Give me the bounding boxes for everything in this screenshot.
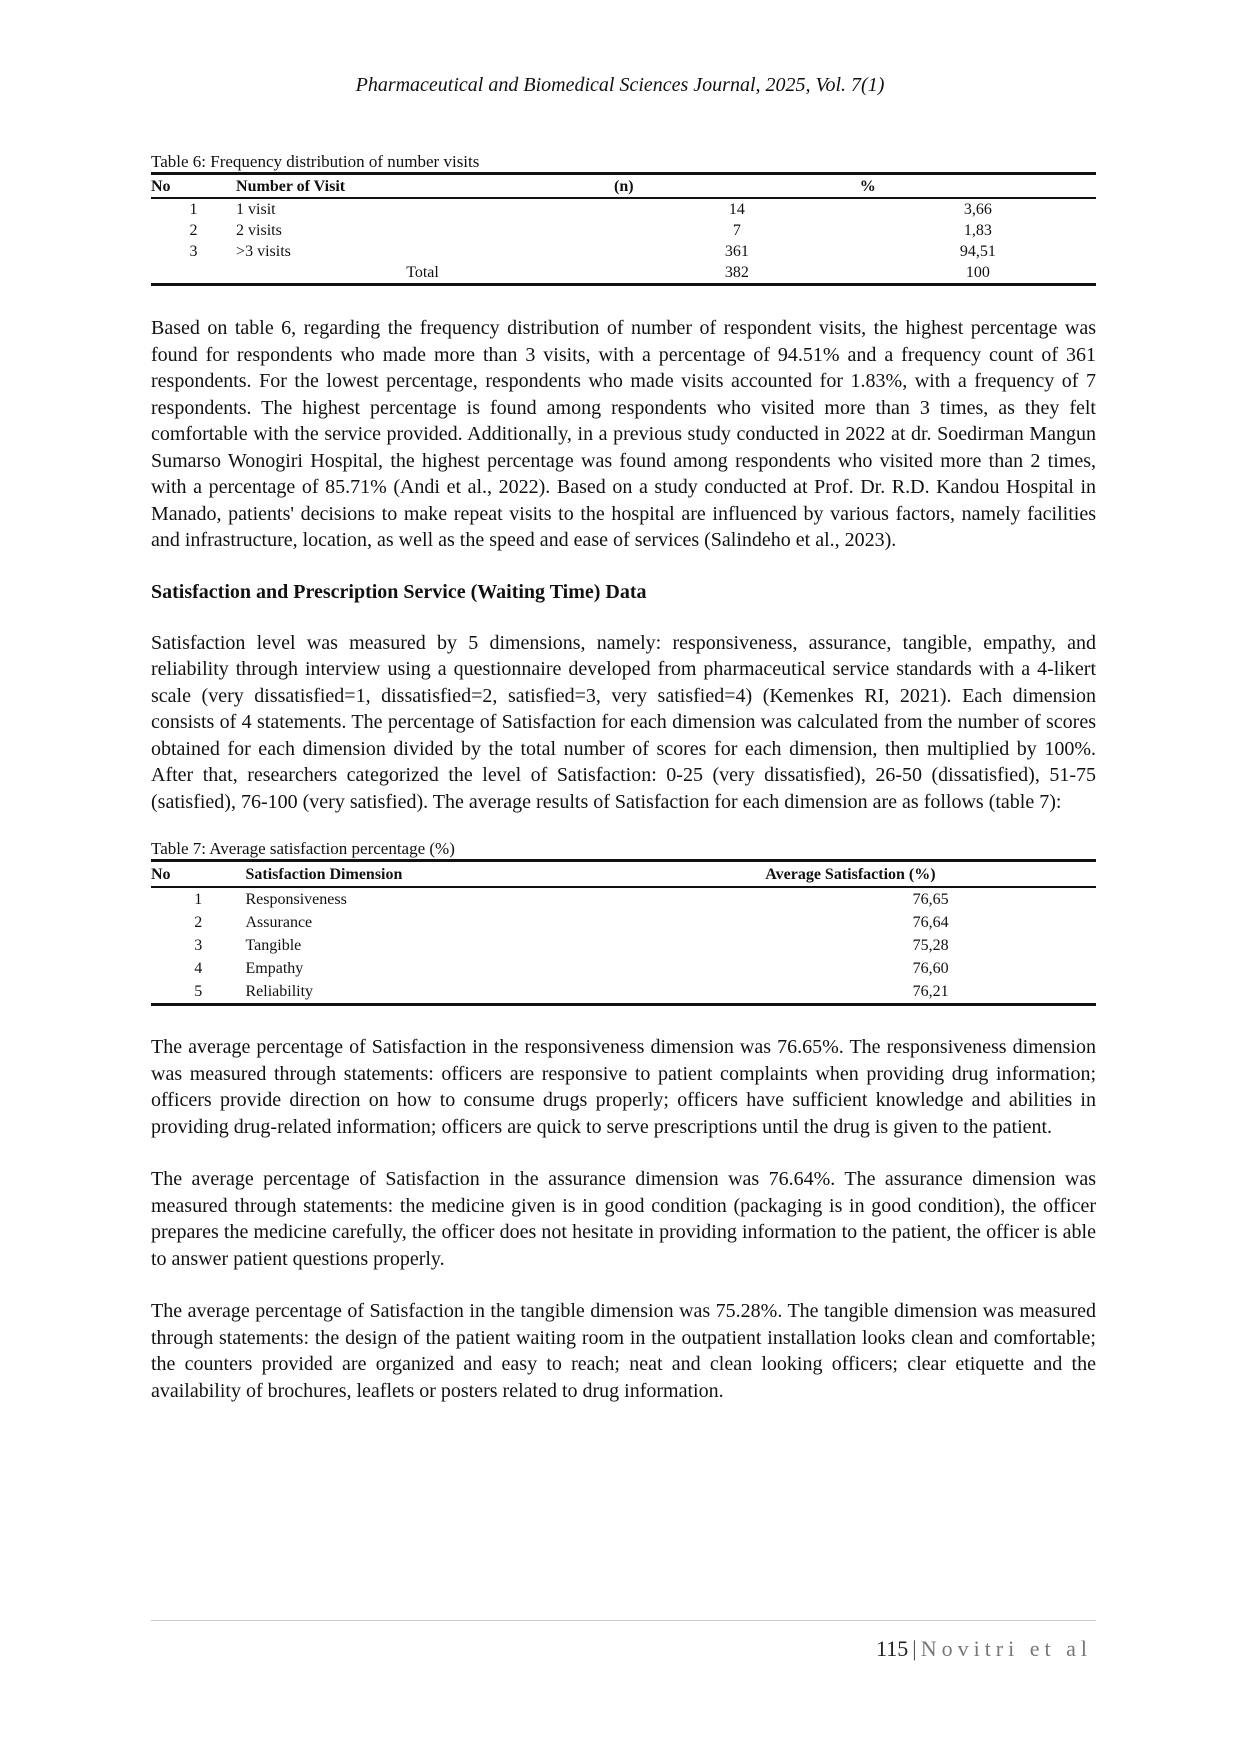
table6-cell-no: 3 [189,243,198,260]
table-row [151,220,1096,241]
table7-cell-avg: 76,65 [912,891,949,908]
table6-cell-n: 361 [724,243,749,260]
table-row [151,198,1096,220]
page-number: 115 [876,1636,909,1661]
paragraph-table6-discussion: Based on table 6, regarding the frequency distribution of number of respondent visits, the highest percentage was found for respondents who made more than 3 visits, with a percentage of 94.51% and a frequency count of 361 respondents. For the lowest percentage, respondents who made visits accounted for 1.83%, with a frequency of 7 respondents. The highest percentage is found among respondents who visited more than 3 times, as they felt comfortable with the service provided. Additionally, in a previous study conducted in 2022 at dr. Soedirman Mangun Sumarso Wonogiri Hospital, the highest percentage was found among respondents who visited more than 2 times, with a percentage of 85.71% (Andi et al., 2022). Based on a study conducted at Prof. Dr. R.D. Kandou Hospital in Manado, patients' decisions to make repeat visits to the hospital are influenced by various factors, namely facilities and infrastructure, location, as well as the speed and ease of services (Salindeho et al., 2023). [151,317,1096,551]
table7-cell-dimension: Responsiveness [245,891,347,908]
table7-cell-no: 2 [194,914,203,931]
table6-total-row [151,262,1096,285]
footer-separator: | [912,1636,917,1661]
table6-header-no: No [151,178,171,195]
table6-cell-n: 14 [728,201,745,218]
table7-header-no: No [151,866,171,883]
table6-total-pct: 100 [965,264,990,281]
table-row [151,957,1096,980]
table-row [151,934,1096,957]
table7-caption: Table 7: Average satisfaction percentage (%) [151,839,455,858]
table7-cell-dimension: Tangible [245,937,302,954]
table7-cell-avg: 75,28 [912,937,949,954]
table6-cell-pct: 3,66 [963,201,992,218]
table6-cell-pct: 1,83 [963,222,992,239]
table7-cell-avg: 76,60 [912,960,949,977]
footer-author: Novitri et al [920,1636,1092,1661]
table6-header-visit: Number of Visit [236,178,346,195]
table7-header-row [151,861,1096,888]
table6-header-row [151,174,1096,199]
journal-header: Pharmaceutical and Biomedical Sciences Journal, 2025, Vol. 7(1) [355,74,885,96]
table7-cell-dimension: Assurance [245,914,313,931]
page-footer [876,1636,1092,1662]
table7-cell-no: 1 [194,891,203,908]
footer-divider [151,1620,1096,1621]
table6 [151,172,1096,286]
table6-cell-label: >3 visits [236,243,291,260]
table-row [151,241,1096,262]
table7-cell-avg: 76,64 [912,914,949,931]
page-content [151,152,1096,1404]
table-row [151,911,1096,934]
table6-caption: Table 6: Frequency distribution of number visits [151,152,480,171]
table6-cell-no: 1 [189,201,198,218]
table7-header-dimension: Satisfaction Dimension [245,866,403,883]
table7-cell-avg: 76,21 [912,983,949,1000]
table-row [151,887,1096,911]
table6-total-n: 382 [724,264,749,281]
table6-header-n: (n) [614,178,634,195]
table6-cell-label: 1 visit [236,201,276,218]
table7-cell-no: 4 [194,960,203,977]
table6-cell-pct: 94,51 [959,243,996,260]
table6-cell-no: 2 [189,222,198,239]
table7-cell-no: 3 [194,937,203,954]
paragraph-tangible: The average percentage of Satisfaction in the tangible dimension was 75.28%. The tangible dimension was measured through statements: the design of the patient waiting room in the outpatient installation looks clean and comfortable; the counters provided are organized and easy to reach; neat and clean looking officers; clear etiquette and the availability of brochures, leaflets or posters related to drug information. [151,1300,1096,1402]
table7-header-avg: Average Satisfaction (%) [765,866,936,883]
table7-cell-dimension: Reliability [245,983,314,1000]
paragraph-responsiveness: The average percentage of Satisfaction in the responsiveness dimension was 76.65%. The responsiveness dimension was measured through statements: officers are responsive to patient complaints when providing drug information; officers provide direction on how to consume drugs properly; officers have sufficient knowledge and abilities in providing drug-related information; officers are quick to serve prescriptions until the drug is given to the patient. [151,1036,1096,1138]
table6-cell-n: 7 [732,222,741,239]
table6-cell-label: 2 visits [236,222,282,239]
table6-total-label: Total [406,264,439,281]
table7-cell-dimension: Empathy [245,960,304,977]
table6-header-pct: % [859,178,876,195]
table7 [151,859,1096,1006]
table-row [151,980,1096,1005]
section-heading: Satisfaction and Prescription Service (Waiting Time) Data [151,580,647,603]
table7-cell-no: 5 [194,983,203,1000]
paragraph-satisfaction-method: Satisfaction level was measured by 5 dimensions, namely: responsiveness, assurance, tangible, empathy, and reliability through interview using a questionnaire developed from pharmaceutical service standards with a 4-likert scale (very dissatisfied=1, dissatisfied=2, satisfied=3, very satisfied=4) (Kemenkes RI, 2021). Each dimension consists of 4 statements. The percentage of Satisfaction for each dimension was calculated from the number of scores obtained for each dimension divided by the total number of scores for each dimension, then multiplied by 100%. After that, researchers categorized the level of Satisfaction: 0-25 (very dissatisfied), 26-50 (dissatisfied), 51-75 (satisfied), 76-100 (very satisfied). The average results of Satisfaction for each dimension are as follows (table 7): [151,631,1096,813]
paragraph-assurance: The average percentage of Satisfaction in the assurance dimension was 76.64%. The assurance dimension was measured through statements: the medicine given is in good condition (packaging is in good condition), the officer prepares the medicine carefully, the officer does not hesitate in providing information to the patient, the officer is able to answer patient questions properly. [151,1168,1096,1270]
